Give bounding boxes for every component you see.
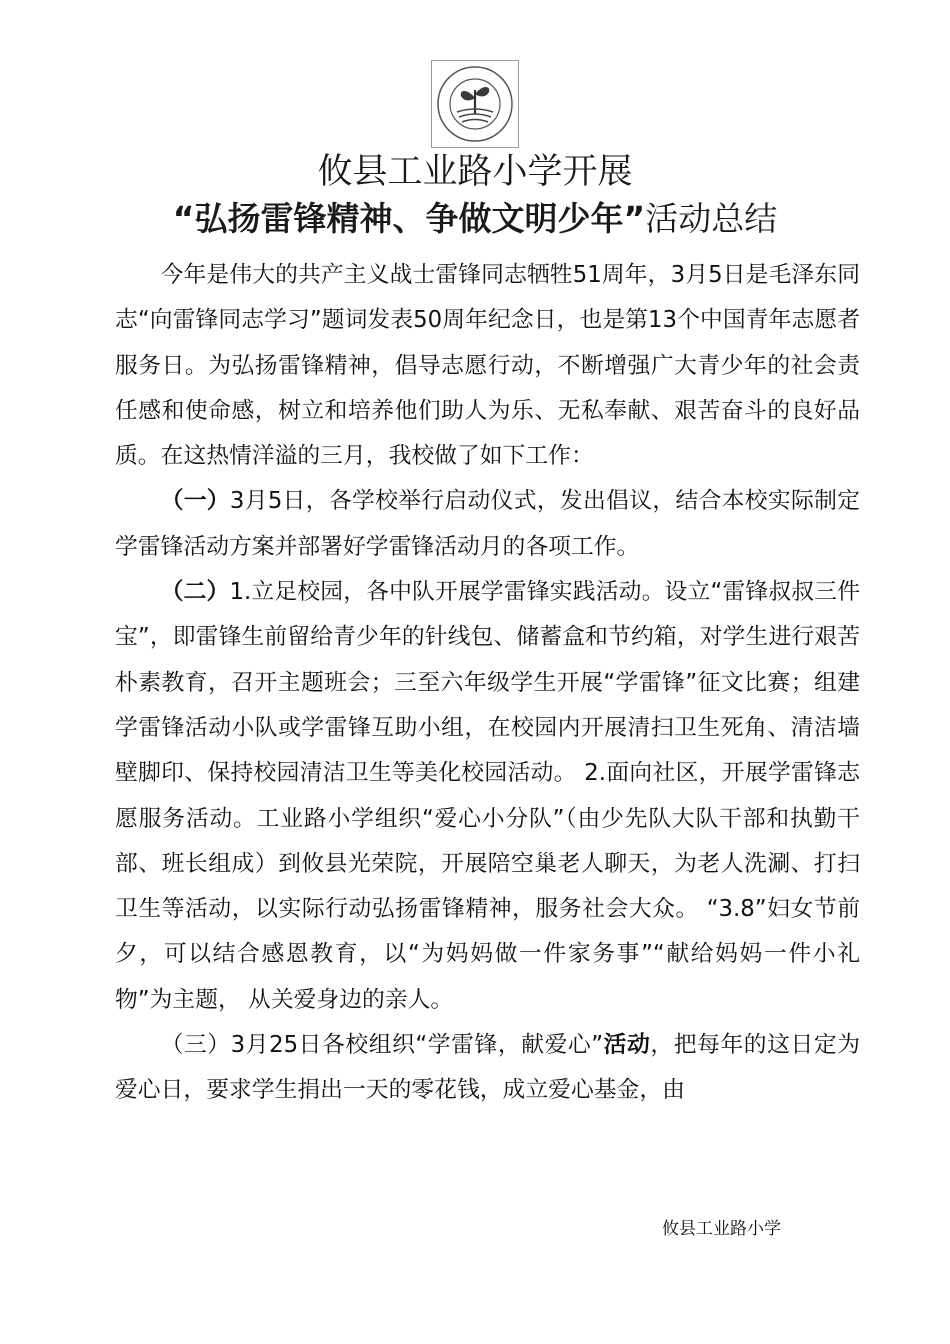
section-three-text-a: （三）3月25日各校组织“学雷锋，献爱心” [160, 1032, 604, 1059]
signature: 攸县工业路小学 [662, 1219, 781, 1239]
document-title-line1: 攸县工业路小学开展 [317, 152, 633, 192]
intro-paragraph: 今年是伟大的共产主义战士雷锋同志牺牲51周年，3月5日是毛泽东同志“向雷锋同志学习”题词发表50周年纪念日，也是第13个中国青年志愿者服务日。为弘扬雷锋精神，倡导志愿行动，不断增强广大青少年的社会责任感和使命感，树立和培养他们助人为乐、无私奉献、艰苦奋斗的良好品质。在这热情洋溢的三月，我校做了如下工作： [115, 262, 860, 470]
title-quoted-theme: “弘扬雷锋精神、争做文明少年” [172, 199, 646, 238]
section-three-paragraph [115, 1023, 860, 1114]
section-two-paragraph [115, 570, 860, 1023]
section-three-text-b: ，把每年的这日定为爱心日，要求学生捐出一天的零花钱，成立爱心基金，由 [115, 1032, 861, 1104]
document-title-line2 [0, 196, 950, 242]
section-one-label: （一） [160, 488, 230, 515]
section-two-text: 1.立足校园，各中队开展学雷锋实践活动。设立“雷锋叔叔三件宝”，即雷锋生前留给青少年的针线包、储蓄盒和节约箱，对学生进行艰苦朴素教育，召开主题班会；三至六年级学生开展“学雷锋”征文比赛；组建学雷锋活动小队或学雷锋互助小组，在校园内开展清扫卫生死角、清洁墙壁脚印、保持校园清洁卫生等美化校园活动。 2.面向社区，开展学雷锋志愿服务活动。工业路小学组织“爱心小分队”（由少先队大队干部和执勤干部、班长组成）到攸县光荣院，开展陪空巢老人聊天，为老人洗涮、打扫卫生等活动，以实际行动弘扬雷锋精神，服务社会大众。 “3.8”妇女节前夕，可以结合感恩教育，以“为妈妈做一件家务事”“献给妈妈一件小礼物”为主题， 从关爱身边的亲人。 [115, 579, 861, 1013]
document-body [115, 253, 860, 1114]
title-suffix: 活动总结 [645, 199, 778, 238]
section-two-label: （二） [160, 579, 230, 606]
section-one-paragraph [115, 479, 860, 570]
school-logo [431, 60, 519, 148]
section-one-text: 3月5日，各学校举行启动仪式，发出倡议，结合本校实际制定学雷锋活动方案并部署好学雷锋活动月的各项工作。 [115, 488, 861, 560]
section-three-bold: 活动 [603, 1032, 651, 1059]
